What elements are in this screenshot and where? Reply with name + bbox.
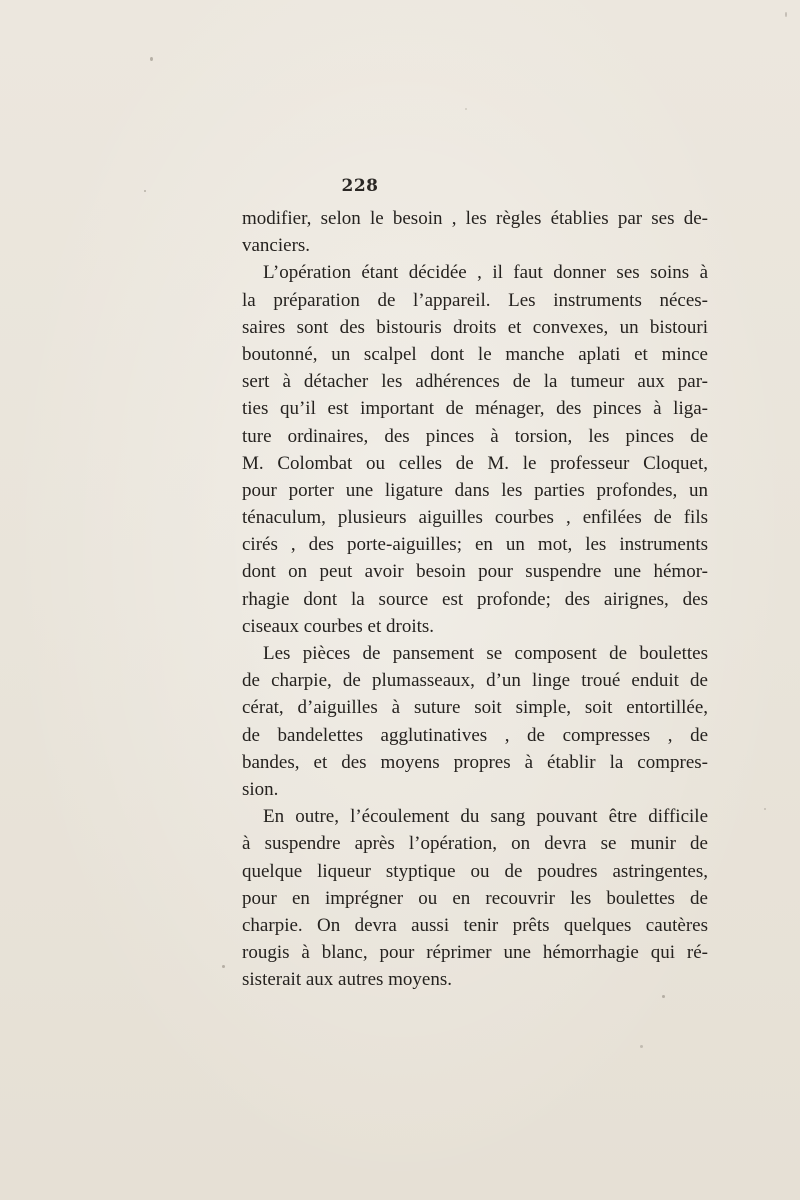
text-line: sion. [242,778,279,800]
text-line: sert à détacher les adhérences de la tumeur aux par- [242,371,708,393]
text-line: En outre, l’écoulement du sang pouvant être difficile [263,806,708,828]
text-line: ciseaux courbes et droits. [242,615,435,637]
text-line: dont on peut avoir besoin pour suspendre une hémor- [242,561,708,583]
page-number: 228 [341,176,379,196]
paper-speck [640,1045,643,1048]
text-line: de bandelettes agglutinatives , de compresses , de [242,724,708,746]
text-line: charpie. On devra aussi tenir prêts quelques cautères [242,914,708,936]
text-line: à suspendre après l’opération, on devra se munir de [242,833,708,855]
text-line: vanciers. [242,235,311,257]
paper-speck [150,57,153,61]
text-line: sisterait aux autres moyens. [242,969,453,991]
text-line: L’opération étant décidée , il faut donner ses soins à [263,262,708,284]
paper-speck [764,808,766,810]
text-line: pour porter une ligature dans les parties profondes, un [242,479,708,501]
text-line: saires sont des bistouris droits et convexes, un bistouri [242,316,708,338]
text-line: M. Colombat ou celles de M. le professeur Cloquet, [242,452,708,474]
text-line: quelque liqueur styptique ou de poudres astringentes, [242,860,708,882]
text-line: la préparation de l’appareil. Les instruments néces- [242,289,708,311]
text-line: cirés , des porte-aiguilles; en un mot, les instruments [242,534,708,556]
text-line: rhagie dont la source est profonde; des airignes, des [242,588,708,610]
paper-speck [222,965,225,968]
text-line: ties qu’il est important de ménager, des pinces à liga- [242,398,708,420]
text-line: modifier, selon le besoin , les règles établies par ses de- [242,208,708,229]
body-text [242,205,708,993]
text-line: de charpie, de plumasseaux, d’un linge troué enduit de [242,670,708,692]
text-line: Les pièces de pansement se composent de boulettes [263,643,708,664]
paper-speck [785,12,787,17]
paper-speck [465,108,467,110]
text-line: ture ordinaires, des pinces à torsion, les pinces de [242,425,708,447]
text-line: pour en imprégner ou en recouvrir les boulettes de [242,887,708,909]
text-line: ténaculum, plusieurs aiguilles courbes , enfilées de fils [242,507,708,529]
text-line: cérat, d’aiguilles à suture soit simple, soit entortillée, [242,697,708,719]
text-line: bandes, et des moyens propres à établir la compres- [242,751,708,773]
paper-speck [662,995,665,998]
text-line: rougis à blanc, pour réprimer une hémorrhagie qui ré- [242,942,708,964]
text-line: boutonné, un scalpel dont le manche aplati et mince [242,343,708,365]
